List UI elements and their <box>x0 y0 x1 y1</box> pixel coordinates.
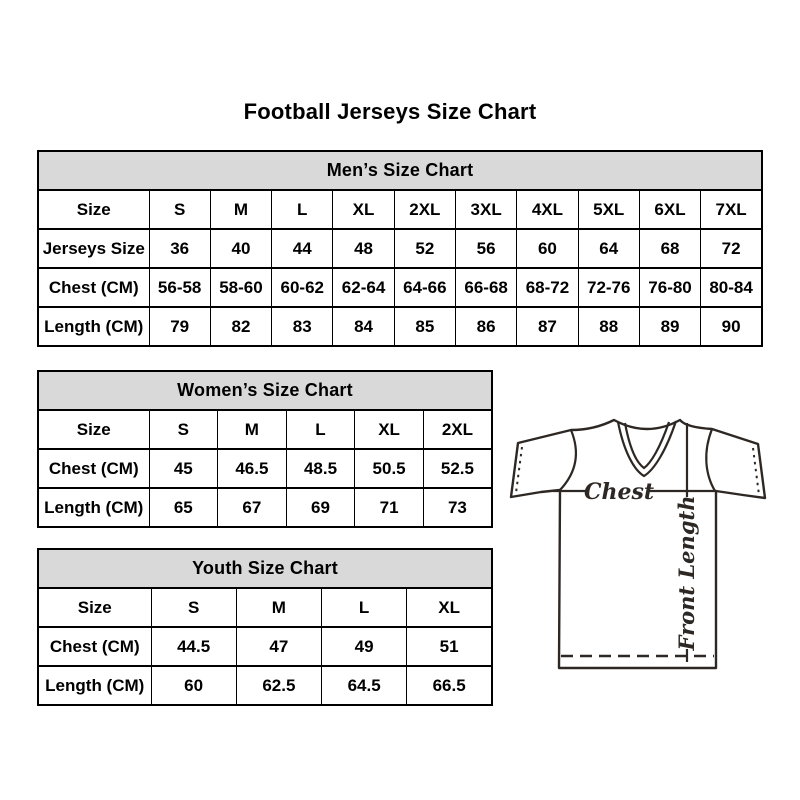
data-cell: 90 <box>701 307 762 346</box>
table-row <box>38 666 492 705</box>
data-cell: 3XL <box>455 190 516 229</box>
data-cell: 45 <box>149 449 218 488</box>
data-cell: 51 <box>407 627 492 666</box>
table-row <box>38 229 762 268</box>
data-cell: L <box>286 410 355 449</box>
table-row <box>38 268 762 307</box>
data-cell: 58-60 <box>210 268 271 307</box>
data-cell: 85 <box>394 307 455 346</box>
data-cell: 68 <box>639 229 700 268</box>
data-cell: M <box>210 190 271 229</box>
section-title: Women’s Size Chart <box>38 371 492 410</box>
data-cell: L <box>272 190 333 229</box>
table-row <box>38 190 762 229</box>
section-title: Youth Size Chart <box>38 549 492 588</box>
data-cell: 52.5 <box>423 449 492 488</box>
data-cell: XL <box>407 588 492 627</box>
row-header-cell: Length (CM) <box>38 488 149 527</box>
data-cell: 48 <box>333 229 394 268</box>
table-row <box>38 627 492 666</box>
data-cell: 72 <box>701 229 762 268</box>
mens-size-table <box>37 150 763 347</box>
data-cell: 40 <box>210 229 271 268</box>
data-cell: 82 <box>210 307 271 346</box>
data-cell: 76-80 <box>639 268 700 307</box>
front-length-label: Front Length <box>674 495 699 651</box>
data-cell: 83 <box>272 307 333 346</box>
data-cell: 72-76 <box>578 268 639 307</box>
data-cell: 2XL <box>394 190 455 229</box>
section-header-row <box>38 371 492 410</box>
page-title: Football Jerseys Size Chart <box>243 99 537 124</box>
data-cell: 86 <box>455 307 516 346</box>
data-cell: 52 <box>394 229 455 268</box>
data-cell: 60-62 <box>272 268 333 307</box>
row-header-cell: Size <box>38 190 149 229</box>
data-cell: 44 <box>272 229 333 268</box>
data-cell: 64.5 <box>322 666 407 705</box>
table-row <box>38 449 492 488</box>
data-cell: 47 <box>236 627 321 666</box>
data-cell: 44.5 <box>151 627 236 666</box>
row-header-cell: Length (CM) <box>38 666 151 705</box>
row-header-cell: Chest (CM) <box>38 627 151 666</box>
data-cell: 71 <box>355 488 424 527</box>
data-cell: 50.5 <box>355 449 424 488</box>
data-cell: S <box>149 410 218 449</box>
table-row <box>38 588 492 627</box>
section-header-row <box>38 549 492 588</box>
data-cell: 2XL <box>423 410 492 449</box>
section-title: Men’s Size Chart <box>38 151 762 190</box>
front-length-label-group <box>674 496 700 652</box>
chest-label-group <box>584 479 654 505</box>
data-cell: M <box>236 588 321 627</box>
data-cell: 62-64 <box>333 268 394 307</box>
table-row <box>38 488 492 527</box>
data-cell: 89 <box>639 307 700 346</box>
data-cell: 65 <box>149 488 218 527</box>
data-cell: L <box>322 588 407 627</box>
data-cell: 64 <box>578 229 639 268</box>
youth-size-table <box>37 548 493 706</box>
data-cell: M <box>218 410 287 449</box>
data-cell: 73 <box>423 488 492 527</box>
data-cell: 80-84 <box>701 268 762 307</box>
table-row <box>38 307 762 346</box>
data-cell: 46.5 <box>218 449 287 488</box>
data-cell: 68-72 <box>517 268 578 307</box>
data-cell: 64-66 <box>394 268 455 307</box>
data-cell: 56-58 <box>149 268 210 307</box>
data-cell: 48.5 <box>286 449 355 488</box>
data-cell: 56 <box>455 229 516 268</box>
data-cell: 67 <box>218 488 287 527</box>
row-header-cell: Size <box>38 588 151 627</box>
row-header-cell: Length (CM) <box>38 307 149 346</box>
jersey-measurement-diagram <box>503 410 775 672</box>
table-row <box>38 410 492 449</box>
data-cell: 5XL <box>578 190 639 229</box>
data-cell: 88 <box>578 307 639 346</box>
jersey-diagram-svg <box>503 410 775 672</box>
data-cell: 79 <box>149 307 210 346</box>
data-cell: XL <box>355 410 424 449</box>
data-cell: 60 <box>151 666 236 705</box>
section-header-row <box>38 151 762 190</box>
data-cell: 66.5 <box>407 666 492 705</box>
chest-label: Chest <box>583 479 655 505</box>
data-cell: S <box>149 190 210 229</box>
data-cell: 7XL <box>701 190 762 229</box>
data-cell: S <box>151 588 236 627</box>
data-cell: 6XL <box>639 190 700 229</box>
data-cell: 87 <box>517 307 578 346</box>
data-cell: 60 <box>517 229 578 268</box>
data-cell: 4XL <box>517 190 578 229</box>
data-cell: XL <box>333 190 394 229</box>
jersey-outline <box>511 420 765 668</box>
womens-size-table <box>37 370 493 528</box>
data-cell: 84 <box>333 307 394 346</box>
data-cell: 49 <box>322 627 407 666</box>
data-cell: 36 <box>149 229 210 268</box>
data-cell: 66-68 <box>455 268 516 307</box>
data-cell: 69 <box>286 488 355 527</box>
data-cell: 62.5 <box>236 666 321 705</box>
row-header-cell: Size <box>38 410 149 449</box>
row-header-cell: Chest (CM) <box>38 449 149 488</box>
row-header-cell: Chest (CM) <box>38 268 149 307</box>
row-header-cell: Jerseys Size <box>38 229 149 268</box>
